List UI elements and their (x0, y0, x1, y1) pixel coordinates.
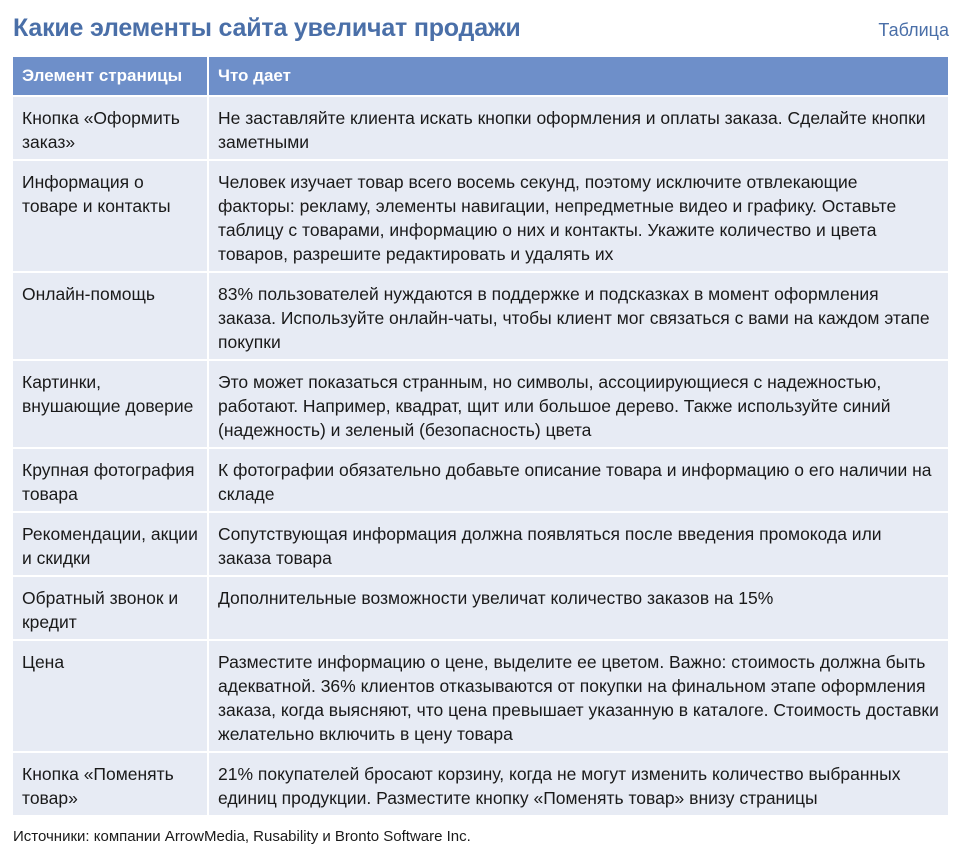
source-note: Источники: компании ArrowMedia, Rusability и Bronto Software Inc. (13, 828, 471, 845)
table-row (13, 512, 948, 576)
cell-element: Крупная фотография товара (13, 448, 208, 512)
cell-benefit: Разместите информацию о цене, выделите ее цветом. Важно: стоимость должна быть адекватной. 36% клиентов отказываются от покупки на финальном этапе оформления заказа, когда выясняют, что цена превышает указанную в каталоге. Стоимость доставки желательно включить в цену товара (208, 640, 948, 752)
cell-benefit: Не заставляйте клиента искать кнопки оформления и оплаты заказа. Сделайте кнопки заметными (208, 96, 948, 160)
cell-benefit: Это может показаться странным, но символы, ассоциирующиеся с надежностью, работают. Например, квадрат, щит или большое дерево. Также используйте синий (надежность) и зеленый (безопасность) цвета (208, 360, 948, 448)
page-title: Какие элементы сайта увеличат продажи (13, 14, 521, 42)
table-label: Таблица (878, 20, 949, 40)
table-row (13, 640, 948, 752)
cell-element: Информация о товаре и контакты (13, 160, 208, 272)
cell-element: Кнопка «Оформить заказ» (13, 96, 208, 160)
cell-element: Картинки, внушающие доверие (13, 360, 208, 448)
cell-element: Онлайн-помощь (13, 272, 208, 360)
cell-benefit: К фотографии обязательно добавьте описание товара и информацию о его наличии на складе (208, 448, 948, 512)
cell-benefit: Человек изучает товар всего восемь секунд, поэтому исключите отвлекающие факторы: рекламу, элементы навигации, непредметные видео и графику. Оставьте таблицу с товарами, информацию о них и контакты. Укажите количество и цвета товаров, разрешите редактировать и удалять их (208, 160, 948, 272)
column-header-element: Элемент страницы (13, 57, 208, 96)
table-row (13, 360, 948, 448)
cell-element: Обратный звонок и кредит (13, 576, 208, 640)
table-row (13, 448, 948, 512)
table-row (13, 96, 948, 160)
table-row (13, 576, 948, 640)
elements-table (13, 57, 948, 815)
table-container (13, 57, 948, 815)
cell-element: Рекомендации, акции и скидки (13, 512, 208, 576)
cell-benefit: Дополнительные возможности увеличат количество заказов на 15% (208, 576, 948, 640)
cell-element: Цена (13, 640, 208, 752)
page-header (13, 12, 949, 46)
column-header-benefit: Что дает (208, 57, 948, 96)
cell-element: Кнопка «Поменять товар» (13, 752, 208, 815)
table-row (13, 160, 948, 272)
cell-benefit: 83% пользователей нуждаются в поддержке и подсказках в момент оформления заказа. Используйте онлайн-чаты, чтобы клиент мог связаться с вами на каждом этапе покупки (208, 272, 948, 360)
table-row (13, 752, 948, 815)
table-row (13, 272, 948, 360)
cell-benefit: 21% покупателей бросают корзину, когда не могут изменить количество выбранных единиц продукции. Разместите кнопку «Поменять товар» внизу страницы (208, 752, 948, 815)
cell-benefit: Сопутствующая информация должна появляться после введения промокода или заказа товара (208, 512, 948, 576)
table-header-row (13, 57, 948, 96)
